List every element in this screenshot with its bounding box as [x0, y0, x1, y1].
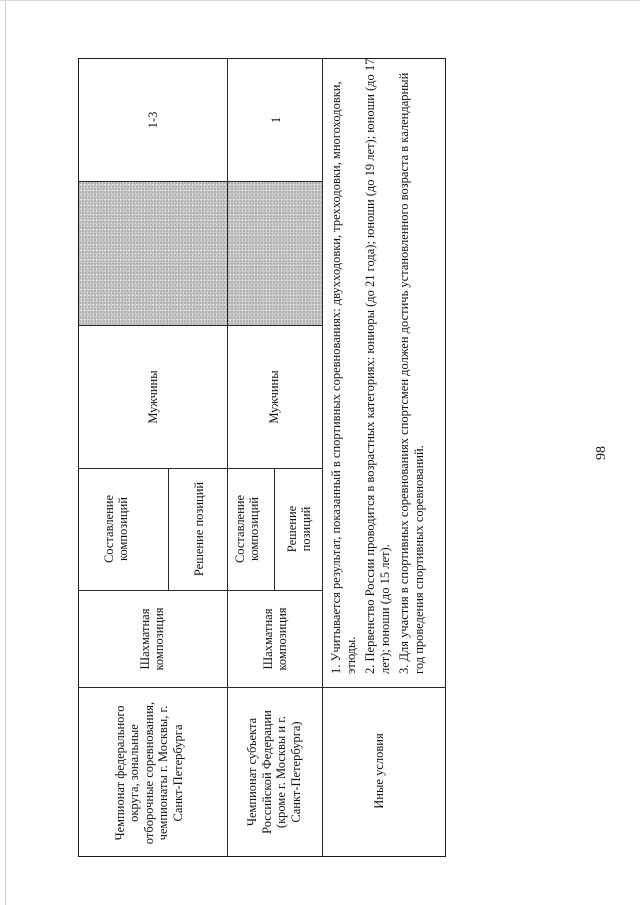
row2-sport-group-cell — [232, 594, 318, 684]
shaded-cell-row2 — [228, 182, 322, 325]
scan-edge-top — [0, 0, 640, 1]
row1-places-cell — [142, 58, 164, 182]
note-1: 1. Учитывается результат, показанный в спортивных соревнованиях: двухходовки, трехходовки, многоходовки, этюды. — [329, 81, 358, 674]
page-number: 98 — [594, 446, 609, 460]
row1-places: 1-3 — [145, 111, 160, 129]
table-divider-row2-notes — [322, 58, 323, 857]
row2-gender-cell — [263, 326, 285, 468]
row2-sport-group: Шахматная композиция — [260, 607, 289, 671]
other-conditions-notes-cell — [329, 53, 444, 678]
scan-edge-left — [5, 0, 6, 905]
row1-discipline-compose-cell — [72, 468, 160, 590]
row1-discipline-solve-cell — [178, 468, 220, 590]
row2-competition: Чемпионат субъекта Российской Федерации (кроме г. Москвы и г. Санкт-Петербурга) — [245, 710, 303, 834]
note-3: 3. Для участия в спортивных соревнованиях спортсмен должен достичь установленного возраста в календарный год проведения спортивных соревнований. — [397, 72, 426, 674]
row2-places: 1 — [268, 116, 283, 124]
row2-discipline-solve: Решение позиций — [284, 505, 313, 553]
row2-gender: Мужчины — [266, 370, 281, 424]
row1-sport-group-cell — [104, 584, 200, 694]
row1-sport-group: Шахматная композиция — [137, 607, 166, 671]
other-conditions-label: Иные условия — [371, 733, 386, 809]
other-conditions-label-cell — [359, 690, 399, 852]
table-border-right — [445, 58, 446, 857]
row2-discipline-compose: Составление композиций — [232, 494, 261, 564]
row1-competition-cell — [76, 698, 222, 848]
row2-places-cell — [265, 58, 287, 182]
table-border-bottom — [78, 856, 446, 857]
discipline-subdivider-row1 — [168, 468, 169, 590]
row1-gender: Мужчины — [145, 370, 160, 424]
row1-competition: Чемпионат федерального округа, зональные отборочные соревнования, чемпионаты г. Москвы, г. Санкт-Петербурга — [112, 701, 185, 845]
row1-discipline-compose: Составление композиций — [101, 494, 130, 564]
row2-discipline-compose-cell — [226, 489, 268, 569]
row1-discipline-solve: Решение позиций — [191, 481, 206, 577]
note-2: 2. Первенство России проводится в возрастных категориях: юниоры (до 21 года); юноши (до 19 лет); юноши (до 17 лет); юноши (до 15 лет). — [363, 58, 392, 674]
row2-competition-cell — [227, 700, 321, 844]
row1-gender-cell — [142, 326, 164, 468]
row2-discipline-solve-cell — [278, 489, 320, 569]
discipline-subdivider-row2 — [274, 468, 275, 590]
table-col-divider-shade-gender — [78, 325, 323, 326]
shaded-cell-row1 — [79, 182, 227, 325]
